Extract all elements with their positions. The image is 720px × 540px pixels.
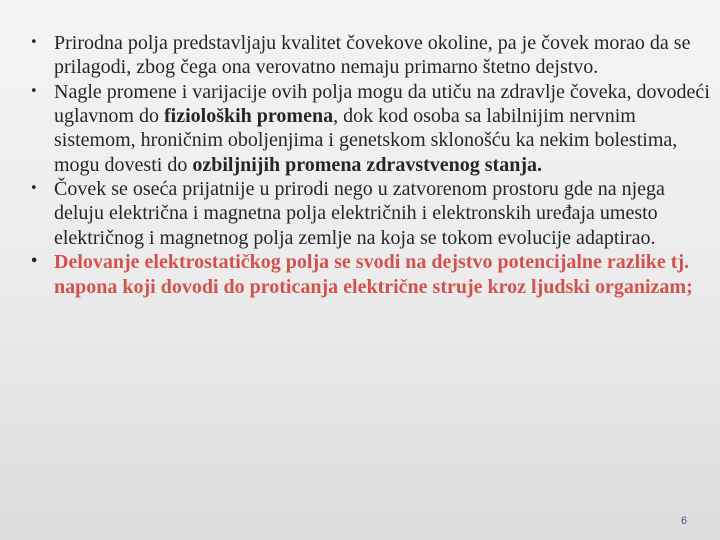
- bullet-item-1: [30, 31, 710, 79]
- bullet-bold-text: fizioloških promena: [164, 105, 334, 128]
- bullet-item-2: [30, 80, 710, 177]
- bullet-text: Nagle promene i varijacije ovih polja mogu da utiču na zdravlje čoveka, dovodeći uglavnom do: [54, 80, 710, 128]
- bullet-list: [30, 31, 710, 299]
- bullet-text: Prirodna polja predstavljaju kvalitet čovekove okoline, pa je čovek morao da se prilagodi, zbog čega ona verovatno nemaju primarno štetno dejstvo.: [54, 32, 691, 79]
- bullet-text: Delovanje elektrostatičkog polja se svodi na dejstvo potencijalne razlike tj. napona koji dovodi do proticanja električne struje kroz ljudski organizam;: [54, 251, 693, 298]
- bullet-dot-icon: •: [30, 181, 38, 197]
- bullet-text: , dok kod osoba sa labilnijim nervnim sistemom, hroničnim oboljenjima i genetskom sklonošću ka nekim bolestima, mogu dovesti do: [54, 105, 678, 176]
- page-number: 6: [680, 515, 688, 527]
- bullet-dot-icon: •: [30, 83, 38, 99]
- bullet-dot-icon: •: [30, 254, 39, 270]
- bullet-item-3: [30, 177, 710, 250]
- bullet-bold-text: ozbiljnijih promena zdravstvenog stanja.: [192, 153, 542, 176]
- bullet-item-4: [30, 250, 710, 298]
- bullet-text: Čovek se oseća prijatnije u prirodi nego u zatvorenom prostoru gde na njega deluju električna i magnetna polja električnih i elektronskih uređaja umesto električnog i magnetnog polja zemlje na koja se tokom evolucije adaptirao.: [54, 178, 665, 249]
- bullet-dot-icon: •: [30, 35, 38, 50]
